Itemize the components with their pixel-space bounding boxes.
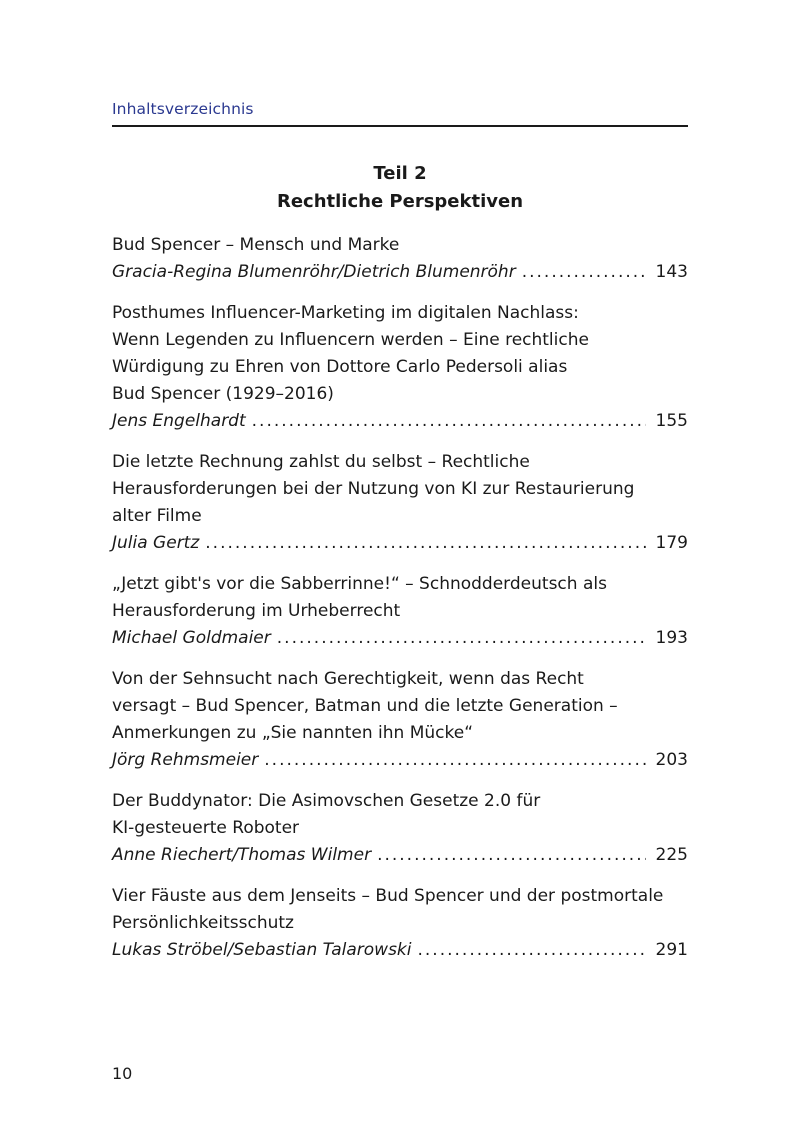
dot-leader <box>264 747 646 774</box>
toc-entry <box>112 571 688 652</box>
toc-entry-page: 155 <box>655 411 688 431</box>
toc-entry-page: 193 <box>655 628 688 648</box>
toc-entry-author: Julia Gertz <box>112 533 200 553</box>
toc-entry-author: Lukas Ströbel/Sebastian Talarowski <box>112 940 412 960</box>
part-number: Teil 2 <box>373 163 427 184</box>
toc-entry-page: 291 <box>655 940 688 960</box>
dot-leader <box>418 937 647 964</box>
toc-entry <box>112 788 688 869</box>
dot-leader <box>252 408 646 435</box>
toc-entry-title: „Jetzt gibt's vor die Sabberrinne!“ – Schnodderdeutsch als Herausforderung im Urheberrecht <box>112 574 607 621</box>
dot-leader <box>205 530 646 557</box>
toc-entry-page: 225 <box>655 845 688 865</box>
toc-entry-author: Michael Goldmaier <box>112 628 271 648</box>
toc-entry-author-line <box>112 530 688 557</box>
header-rule <box>112 125 688 127</box>
toc-entry-title: Von der Sehnsucht nach Gerechtigkeit, wenn das Recht versagt – Bud Spencer, Batman und die letzte Generation – Anmerkungen zu „Sie nannten ihn Mücke“ <box>112 669 618 743</box>
toc-entry-author-line <box>112 747 688 774</box>
toc-entry-author: Anne Riechert/Thomas Wilmer <box>112 845 372 865</box>
running-head: Inhaltsverzeichnis <box>112 100 254 118</box>
toc-entry <box>112 449 688 557</box>
dot-leader <box>277 625 646 652</box>
toc-entry-title: Die letzte Rechnung zahlst du selbst – Rechtliche Herausforderungen bei der Nutzung von KI zur Restaurierung alter Filme <box>112 452 635 526</box>
toc-entry-author-line <box>112 937 688 964</box>
dot-leader <box>377 842 646 869</box>
toc-entry-page: 179 <box>655 533 688 553</box>
toc-entry-author-line <box>112 625 688 652</box>
toc-entry-page: 143 <box>655 262 688 282</box>
part-heading <box>112 160 688 216</box>
toc-entry-author: Gracia-Regina Blumenröhr/Dietrich Blumenröhr <box>112 262 516 282</box>
toc-entry-page: 203 <box>655 750 688 770</box>
toc-entry <box>112 666 688 774</box>
toc-entry <box>112 300 688 435</box>
toc-entry-title: Der Buddynator: Die Asimovschen Gesetze 2.0 für KI-gesteuerte Roboter <box>112 791 541 838</box>
page-number: 10 <box>112 1064 133 1083</box>
toc-entry-title: Bud Spencer – Mensch und Marke <box>112 235 400 255</box>
toc-entry-author: Jörg Rehmsmeier <box>112 750 259 770</box>
toc-entry-author-line <box>112 842 688 869</box>
toc-entry-author-line <box>112 408 688 435</box>
toc-entry <box>112 883 688 964</box>
toc-entry-title: Posthumes Influencer-Marketing im digitalen Nachlass: Wenn Legenden zu Influencern werden – Eine rechtliche Würdigung zu Ehren von Dottore Carlo Pedersoli alias Bud Spencer (1929–2016) <box>112 303 589 404</box>
toc-entry <box>112 232 688 286</box>
toc-entry-author: Jens Engelhardt <box>112 411 246 431</box>
part-title: Rechtliche Perspektiven <box>276 191 524 212</box>
toc-entry-author-line <box>112 259 688 286</box>
table-of-contents <box>112 232 688 978</box>
dot-leader <box>522 259 646 286</box>
toc-entry-title: Vier Fäuste aus dem Jenseits – Bud Spencer und der postmortale Persönlichkeitsschutz <box>112 886 664 933</box>
